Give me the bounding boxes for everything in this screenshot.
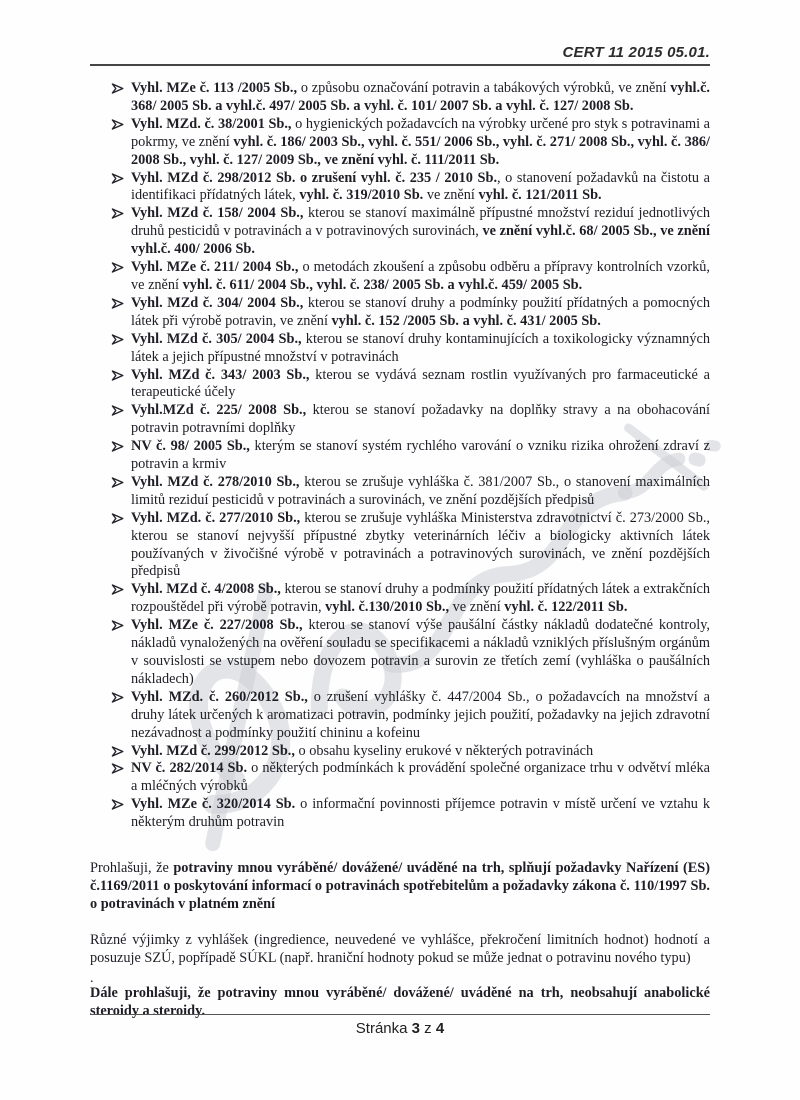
arrow-bullet-icon [111, 261, 124, 274]
arrow-bullet-icon [111, 207, 124, 220]
list-item-text: NV č. 98/ 2005 Sb., kterým se stanoví systém rychlého varování o vzniku rizika ohrožení zdraví z potravin a krmiv [131, 438, 710, 473]
list-item-text: Vyhl. MZd. č. 260/2012 Sb., o zrušení vyhlášky č. 447/2004 Sb., o požadavcích na množství a druhy látek určených k aromatizaci potravin, podmínky jejich použití, požadavky na jejich zdravotní nezávadnost a podmínky použití chininu a kofeinu [131, 688, 710, 741]
page-number [90, 1020, 710, 1037]
page-number-separator: z [420, 1020, 436, 1037]
list-item-text: NV č. 282/2014 Sb. o některých podmínkách k provádění společné organizace trhu v odvětví mléka a mléčných výrobků [131, 760, 710, 795]
arrow-bullet-icon [111, 172, 124, 185]
list-item [90, 331, 710, 367]
list-item [90, 796, 710, 832]
list-item-text: Vyhl. MZd č. 158/ 2004 Sb., kterou se stanoví maximálně přípustné množství reziduí jednotlivých druhů pesticidů v potravinách a v potravinových surovinách, ve znění vyhl.č. 68/ 2005 Sb., ve znění vyhl.č. 400/ 2006 Sb. [131, 205, 710, 258]
page-footer [90, 1014, 710, 1037]
list-item-text: Vyhl.MZd č. 225/ 2008 Sb., kterou se stanoví požadavky na doplňky stravy a na obohacování potravin potravními doplňky [131, 402, 711, 437]
list-item [90, 581, 710, 617]
arrow-bullet-icon [111, 118, 124, 131]
list-item [90, 760, 710, 796]
arrow-bullet-icon [111, 583, 124, 596]
list-item-text: Vyhl. MZe č. 113 /2005 Sb., o způsobu označování potravin a tabákových výrobků, ve znění vyhl.č. 368/ 2005 Sb. a vyhl.č. 497/ 2005 Sb. a vyhl. č. 101/ 2007 Sb. a vyhl. č. 127/ 2008 Sb. [131, 80, 710, 114]
list-item [90, 170, 710, 206]
list-item [90, 295, 710, 331]
list-item [90, 116, 710, 170]
page-number-current: 3 [411, 1020, 421, 1037]
declaration-paragraph: Prohlašuji, že potraviny mnou vyráběné/ dovážené/ uváděné na trh, splňují požadavky Nařízení (ES) č.1169/2011 o poskytování informací o potravinách spotřebitelům a požadavky zákona č. 110/1997 Sb. o potravinách v platném znění [90, 860, 710, 912]
list-item-text: Vyhl. MZd. č. 277/2010 Sb., kterou se zrušuje vyhláška Ministerstva zdravotnictví č. 273/2000 Sb., kterou se stanoví nejvyšší přípustné zbytky veterinárních léčiv a biologicky aktivních látek používaných v živočišné výrobě v potravinách a potravinových surovinách, ve znění pozdějších předpisů [131, 509, 710, 580]
page-header [90, 44, 710, 66]
arrow-bullet-icon [111, 440, 124, 453]
arrow-bullet-icon [111, 297, 124, 310]
list-item [90, 402, 710, 438]
list-item [90, 438, 710, 474]
list-item [90, 617, 710, 689]
list-item [90, 474, 710, 510]
arrow-bullet-icon [111, 333, 124, 346]
arrow-bullet-icon [111, 82, 124, 95]
list-item [90, 80, 710, 116]
list-item-text: Vyhl. MZd č. 305/ 2004 Sb., kterou se stanoví druhy kontaminujících a toxikologicky významných látek a jejich přípustné množství v potravinách [131, 330, 710, 365]
list-item [90, 743, 710, 761]
list-item-text: Vyhl. MZd č. 299/2012 Sb., o obsahu kyseliny erukové v některých potravinách [131, 742, 594, 759]
declaration-paragraphs [90, 860, 710, 1020]
list-item-text: Vyhl. MZd č. 343/ 2003 Sb., kterou se vydává seznam rostlin využívaných pro farmaceutické a terapeutické účely [131, 366, 710, 401]
list-item-text: Vyhl. MZd č. 298/2012 Sb. o zrušení vyhl. č. 235 / 2010 Sb., o stanovení požadavků na čistotu a identifikaci přídatných látek, vyhl. č. 319/2010 Sb. ve znění vyhl. č. 121/2011 Sb. [131, 169, 710, 204]
list-item-text: Vyhl. MZd. č. 38/2001 Sb., o hygienických požadavcích na výrobky určené pro styk s potravinami a pokrmy, ve znění vyhl. č. 186/ 2003 Sb., vyhl. č. 551/ 2006 Sb., vyhl. č. 271/ 2008 Sb., vyhl. č. 386/ 2008 Sb., vyhl. č. 127/ 2009 Sb., ve znění vyhl. č. 111/2011 Sb. [131, 115, 710, 168]
arrow-bullet-icon [111, 691, 124, 704]
list-item-text: Vyhl. MZd č. 304/ 2004 Sb., kterou se stanoví druhy a podmínky použití přídatných a pomocných látek při výrobě potravin, ve znění vyhl. č. 152 /2005 Sb. a vyhl. č. 431/ 2005 Sb. [131, 294, 710, 329]
header-rule [90, 64, 710, 66]
arrow-bullet-icon [111, 745, 124, 758]
arrow-bullet-icon [111, 512, 124, 525]
list-item [90, 205, 710, 259]
list-item-text: Vyhl. MZe č. 227/2008 Sb., kterou se stanoví výše paušální částky nákladů dodatečné kontroly, nákladů vynaložených na ověření souladu se specifikacemi a nákladů vzniklých příslušným orgánům v souvislosti se vstupem nebo dovozem potravin a surovin ze třetích zemí (vyhláška o paušálních nákladech) [131, 617, 710, 687]
arrow-bullet-icon [111, 369, 124, 382]
list-item [90, 510, 710, 582]
list-item [90, 259, 710, 295]
arrow-bullet-icon [111, 619, 124, 632]
footer-rule [90, 1014, 710, 1015]
list-item-text: Vyhl. MZd č. 4/2008 Sb., kterou se stanoví druhy a podmínky použití přídatných látek a extrakčních rozpouštědel při výrobě potravin, vyhl. č.130/2010 Sb., ve znění vyhl. č. 122/2011 Sb. [131, 581, 710, 616]
regulation-list [90, 80, 710, 832]
arrow-bullet-icon [111, 798, 124, 811]
arrow-bullet-icon [111, 476, 124, 489]
list-item-text: Vyhl. MZe č. 211/ 2004 Sb., o metodách zkoušení a způsobu odběru a přípravy kontrolních vzorků, ve znění vyhl. č. 611/ 2004 Sb., vyhl. č. 238/ 2005 Sb. a vyhl.č. 459/ 2005 Sb. [131, 259, 710, 293]
page-number-label: Stránka [355, 1020, 412, 1037]
list-item-text: Vyhl. MZd č. 278/2010 Sb., kterou se zrušuje vyhláška č. 381/2007 Sb., o stanovení maximálních limitů reziduí pesticidů v potravinách a surovinách, ve znění pozdějších předpisů [131, 473, 710, 508]
arrow-bullet-icon [111, 404, 124, 417]
declaration-paragraph: Dále prohlašuji, že potraviny mnou vyráběné/ dovážené/ uváděné na trh, neobsahují anabolické steroidy a steroidy. [90, 984, 710, 1019]
declaration-paragraph: Různé výjimky z vyhlášek (ingredience, neuvedené ve vyhlášce, překročení limitních hodnot) hodnotí a posuzuje SZÚ, popřípadě SÚKL (např. hraniční hodnoty pokud se může jednat o potravinu nového typu) [90, 931, 710, 966]
list-item [90, 689, 710, 743]
declaration-paragraph: . [90, 970, 94, 986]
list-item-text: Vyhl. MZe č. 320/2014 Sb. o informační povinnosti příjemce potravin v místě určení ve vztahu k některým druhům potravin [131, 796, 710, 831]
arrow-bullet-icon [111, 762, 124, 775]
page-number-total: 4 [435, 1020, 445, 1037]
list-item [90, 367, 710, 403]
header-title: CERT 11 2015 05.01. [562, 44, 710, 61]
